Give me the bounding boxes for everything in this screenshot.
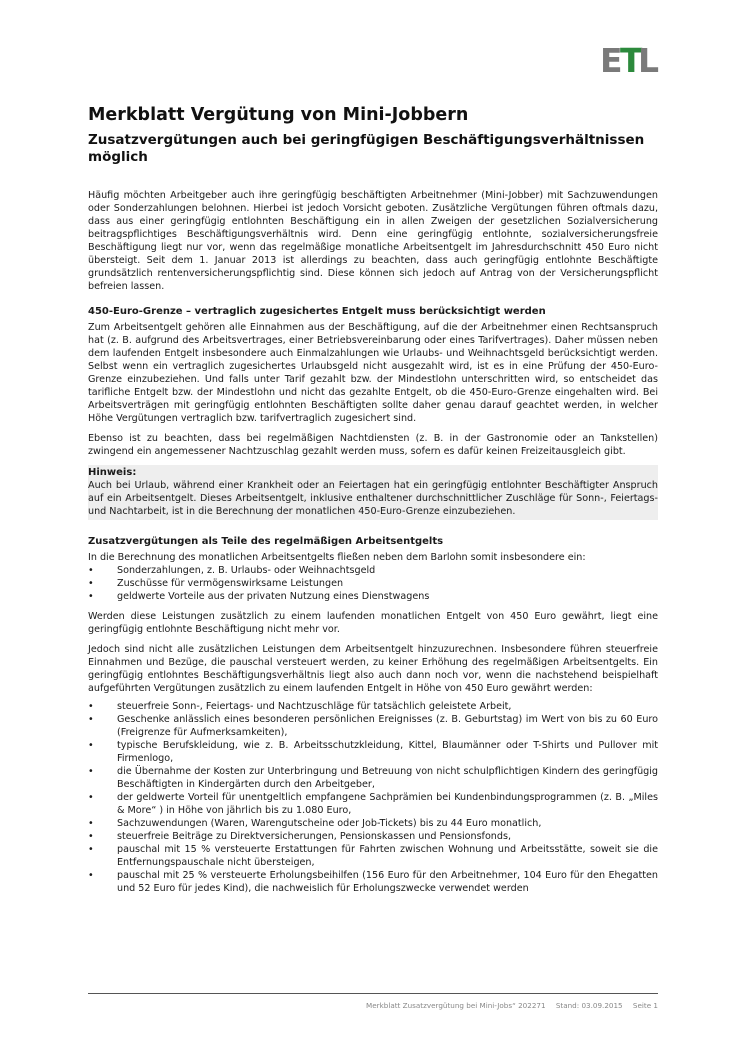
- list-item: • Sonderzahlungen, z. B. Urlaubs- oder Weihnachtsgeld: [88, 564, 658, 577]
- section1-paragraph-1: Zum Arbeitsentgelt gehören alle Einnahmen aus der Beschäftigung, auf die der Arbeitnehmer einen Rechtsanspruch hat (z. B. aufgrund des Arbeitsvertrages, einer Betriebsvereinbarung oder eines Tarifvertrages). Daher müssen neben dem laufenden Entgelt insbesondere auch Einmalzahlungen wie Urlaubs- und Weihnachtsgeld berücksichtigt werden. Selbst wenn ein vertraglich zugesichertes Urlaubsgeld nicht ausgezahlt wird, ist es in eine Prüfung der 450-Euro-Grenze einzubeziehen. Und falls unter Tarif gezahlt bzw. der Mindestlohn unterschritten wird, so entscheidet das tarifliche Entgelt bzw. der Mindestlohn und nicht das gezahlte Entgelt, ob die 450-Euro-Grenze eingehalten wird. Bei Arbeitsverträgen mit geringfügig entlohnten Beschäftigten sollte daher genau darauf geachtet werden, in welcher Höhe Vergütungen vertraglich bzw. tarifvertraglich zugesichert sind.: [88, 322, 658, 424]
- section-heading-zusatzverguetungen: Zusatzvergütungen als Teile des regelmäßigen Arbeitsentgelts: [88, 536, 444, 547]
- list-item: • pauschal mit 15 % versteuerte Erstattungen für Fahrten zwischen Wohnung und Arbeitsstätte, soweit sie die Entfernungspauschale nicht übersteigen,: [88, 843, 658, 869]
- hint-title: Hinweis:: [88, 467, 137, 478]
- list-item: • typische Berufskleidung, wie z. B. Arbeitsschutzkleidung, Kittel, Blaumänner oder T-Shirts und Pullover mit Firmenlogo,: [88, 739, 658, 765]
- document-subtitle: Zusatzvergütungen auch bei geringfügigen Beschäftigungsverhältnissen möglich: [88, 132, 645, 165]
- logo-letter-e: E: [600, 41, 623, 80]
- list-item: • Zuschüsse für vermögenswirksame Leistungen: [88, 577, 658, 590]
- list-item: • Sachzuwendungen (Waren, Warengutscheine oder Job-Tickets) bis zu 44 Euro monatlich,: [88, 817, 658, 830]
- list-item: • pauschal mit 25 % versteuerte Erholungsbeihilfen (156 Euro für den Arbeitnehmer, 104 Euro für den Ehegatten und 52 Euro für jedes Kind), die nachweislich für Erholungszwecke verwendet werden: [88, 869, 658, 895]
- logo-letter-t: T: [620, 41, 643, 80]
- page-footer: [88, 1001, 658, 1010]
- list-item: • geldwerte Vorteile aus der privaten Nutzung eines Dienstwagens: [88, 590, 658, 603]
- list-item: • der geldwerte Vorteil für unentgeltlich empfangene Sachprämien bei Kundenbindungsprogrammen (z. B. „Miles & More“ ) in Höhe von jährlich bis zu 1.080 Euro,: [88, 791, 658, 817]
- list-item: • steuerfreie Beiträge zu Direktversicherungen, Pensionskassen und Pensionsfonds,: [88, 830, 658, 843]
- included-payments-list: [88, 564, 658, 603]
- section1-paragraph-2: Ebenso ist zu beachten, dass bei regelmäßigen Nachtdiensten (z. B. in der Gastronomie oder an Tankstellen) zwingend ein angemessener Nachtzuschlag gezahlt werden muss, sofern es dafür keinen Freizeitausgleich gibt.: [88, 433, 658, 457]
- hint-box: [88, 465, 658, 520]
- logo-letter-l: L: [638, 41, 660, 80]
- list-item: • steuerfreie Sonn-, Feiertags- und Nachtzuschläge für tatsächlich geleistete Arbeit,: [88, 700, 658, 713]
- list-item: • die Übernahme der Kosten zur Unterbringung und Betreuung von nicht schulpflichtigen Kindern des geringfügig Beschäftigten in Kindergärten durch den Arbeitgeber,: [88, 765, 658, 791]
- intro-paragraph: Häufig möchten Arbeitgeber auch ihre geringfügig beschäftigten Arbeitnehmer (Mini-Jobber) mit Sachzuwendungen oder Sonderzahlungen belohnen. Hierbei ist jedoch Vorsicht geboten. Zusätzliche Vergütungen führen oftmals dazu, dass aus einer geringfügig entlohnten Beschäftigung ein in allen Zweigen der gesetzlichen Sozialversicherung beitragspflichtiges Beschäftigungsverhältnis wird. Denn eine geringfügig entlohnte, sozialversicherungsfreie Beschäftigung liegt nur vor, wenn das regelmäßige monatliche Arbeitsentgelt im Jahresdurchschnitt 450 Euro nicht übersteigt. Seit dem 1. Januar 2013 ist allerdings zu beachten, dass auch geringfügig entlohnte Beschäftigte grundsätzlich rentenversicherungspflichtig sind. Diese können sich jedoch auf Antrag von der Versicherungspflicht befreien lassen.: [88, 190, 658, 292]
- excluded-payments-list: [88, 700, 658, 895]
- document-body: [88, 104, 658, 895]
- hint-text: Auch bei Urlaub, während einer Krankheit oder an Feiertagen hat ein geringfügig entlohnter Beschäftigter Anspruch auf ein Arbeitsentgelt. Dieses Arbeitsentgelt, inklusive enthaltener durchschnittlicher Zuschläge für Sonn-, Feiertags- und Nachtarbeit, ist in die Berechnung der monatlichen 450-Euro-Grenze einzubeziehen.: [88, 480, 658, 517]
- document-title: Merkblatt Vergütung von Mini-Jobbern: [88, 105, 469, 125]
- footer-document-name: Merkblatt Zusatzvergütung bei Mini-Jobs“ 202271: [366, 1001, 546, 1010]
- section2-lead: In die Berechnung des monatlichen Arbeitsentgelts fließen neben dem Barlohn somit insbesondere ein:: [88, 552, 586, 563]
- list-item: • Geschenke anlässlich eines besonderen persönlichen Ereignisses (z. B. Geburtstag) im Wert von bis zu 60 Euro (Freigrenze für Aufmerksamkeiten),: [88, 713, 658, 739]
- section2-paragraph-1: Werden diese Leistungen zusätzlich zu einem laufenden monatlichen Entgelt von 450 Euro gewährt, liegt eine geringfügig entlohnte Beschäftigung nicht mehr vor.: [88, 611, 658, 635]
- etl-logo: [600, 41, 660, 80]
- footer-date: Stand: 03.09.2015: [555, 1001, 623, 1010]
- footer-page-number: Seite 1: [632, 1001, 658, 1010]
- section2-paragraph-2: Jedoch sind nicht alle zusätzlichen Leistungen dem Arbeitsentgelt hinzuzurechnen. Insbesondere führen steuerfreie Einnahmen und Bezüge, die pauschal versteuert werden, zu keiner Erhöhung des regelmäßigen Arbeitsentgelts. Ein geringfügig entlohntes Beschäftigungsverhältnis liegt also auch dann noch vor, wenn die nachstehend beispielhaft aufgeführten Vergütungen zusätzlich zu einem laufenden Entgelt in Höhe von 450 Euro gewährt werden:: [88, 644, 658, 694]
- footer-divider: [88, 993, 658, 994]
- section-heading-450-euro: 450-Euro-Grenze – vertraglich zugesichertes Entgelt muss berücksichtigt werden: [88, 306, 546, 317]
